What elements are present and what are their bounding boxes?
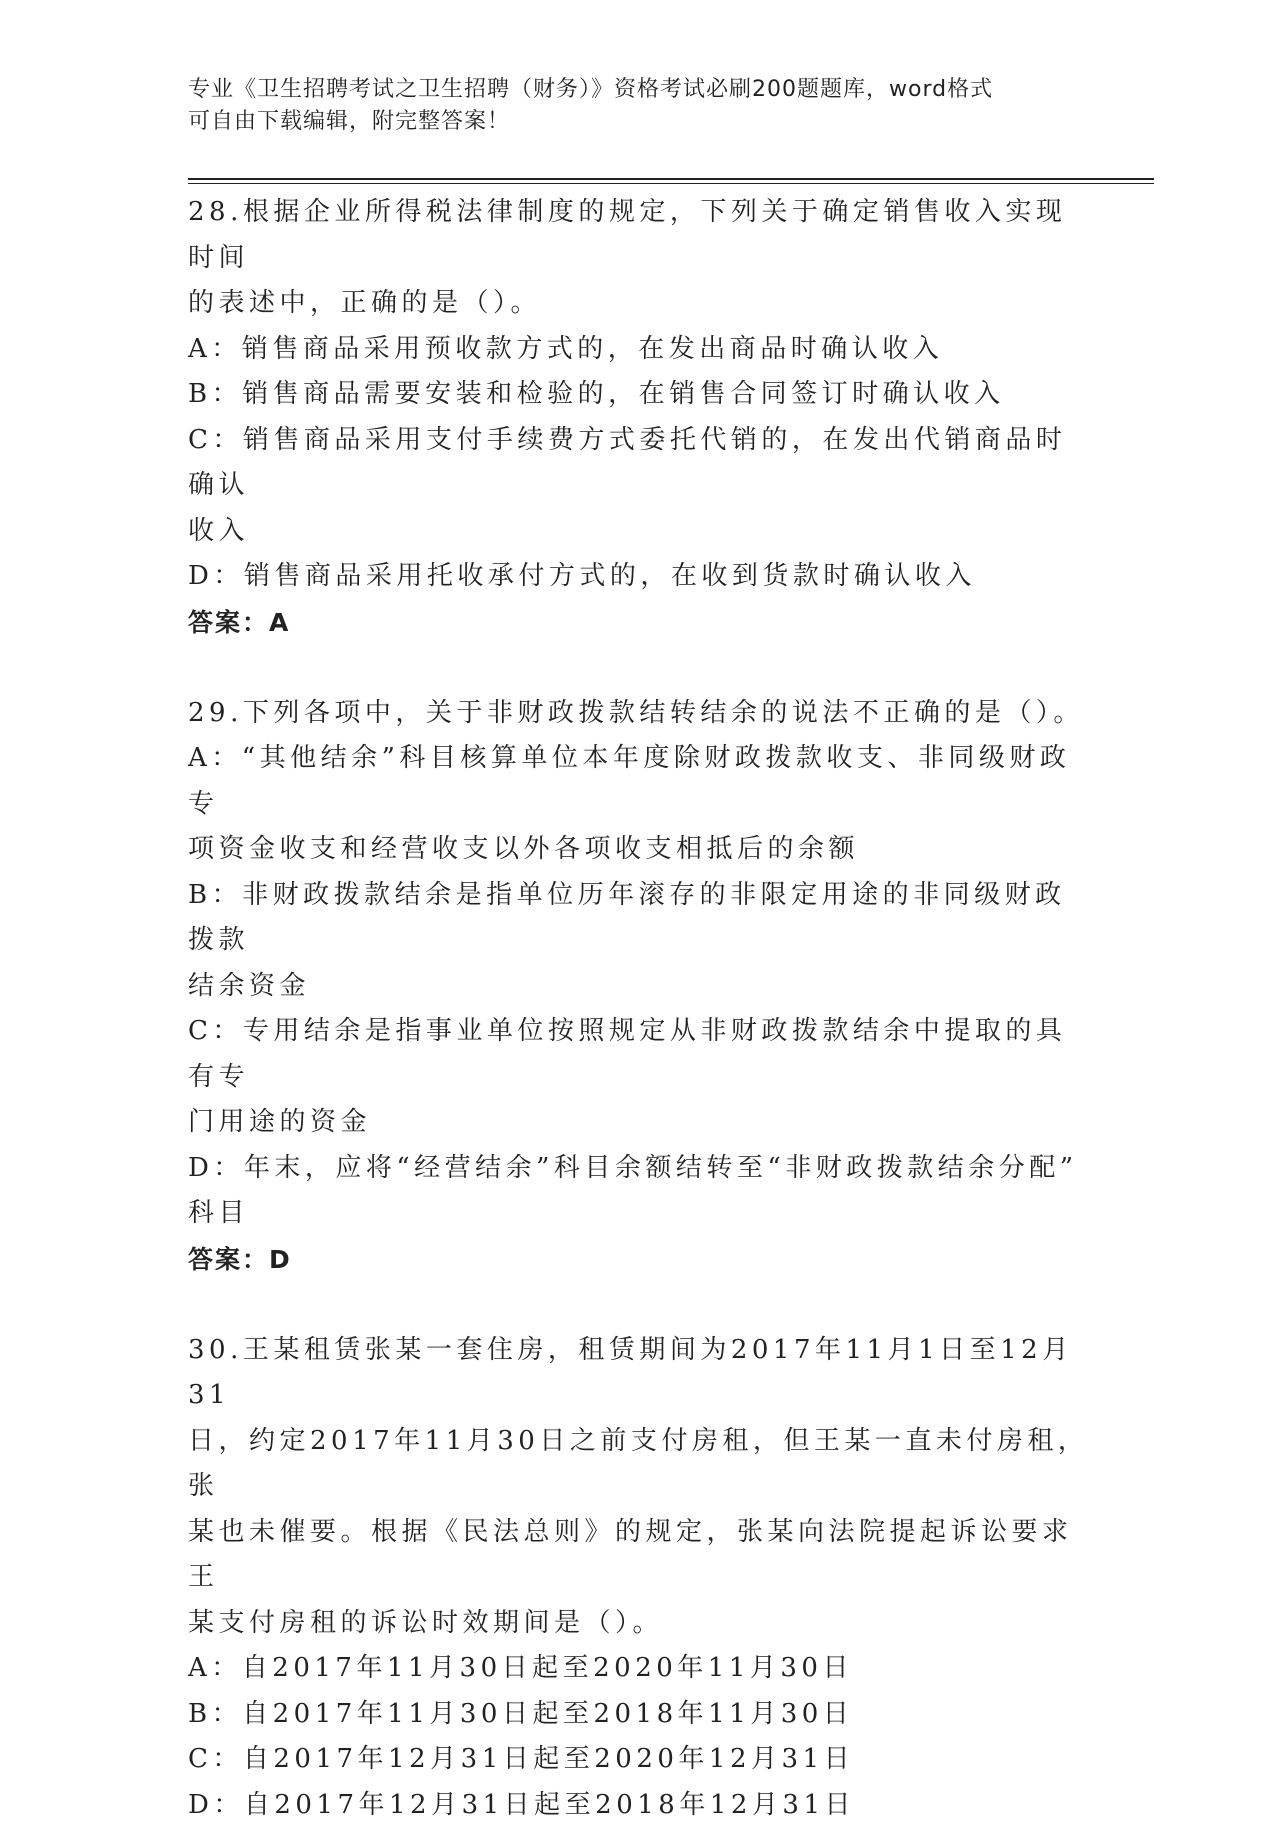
answer-label: 答案：D xyxy=(188,1237,1093,1283)
option-b-continued: 结余资金 xyxy=(188,964,1093,1010)
option-d: D：自2017年12月31日起至2018年12月31日 xyxy=(188,1783,1093,1828)
answer-label: 答案：A xyxy=(188,600,1093,646)
option-d-continued: 科目 xyxy=(188,1191,1093,1237)
option-a: A：销售商品采用预收款方式的，在发出商品时确认收入 xyxy=(188,327,1093,373)
header-line-1: 专业《卫生招聘考试之卫生招聘（财务）》资格考试必刷200题题库，word格式 xyxy=(188,74,1068,106)
option-d: D：年末，应将“经营结余”科目余额结转至“非财政拨款结余分配” xyxy=(188,1146,1093,1192)
option-b: B：自2017年11月30日起至2018年11月30日 xyxy=(188,1692,1093,1738)
question-spacer xyxy=(188,645,1093,691)
option-b: B：非财政拨款结余是指单位历年滚存的非限定用途的非同级财政拨款 xyxy=(188,873,1093,964)
option-c-continued: 门用途的资金 xyxy=(188,1100,1093,1146)
option-c: C：销售商品采用支付手续费方式委托代销的，在发出代销商品时确认 xyxy=(188,418,1093,509)
option-c: C：专用结余是指事业单位按照规定从非财政拨款结余中提取的具有专 xyxy=(188,1009,1093,1100)
option-c: C：自2017年12月31日起至2020年12月31日 xyxy=(188,1737,1093,1783)
question-stem-line: 30.王某租赁张某一套住房，租赁期间为2017年11月1日至12月31 xyxy=(188,1328,1093,1419)
question-stem-line: 的表述中，正确的是（）。 xyxy=(188,281,1093,327)
header-line-2: 可自由下载编辑，附完整答案！ xyxy=(188,106,1068,138)
header-rule-thick xyxy=(188,178,1154,180)
question-30 xyxy=(188,1328,1093,1828)
option-c-continued: 收入 xyxy=(188,509,1093,555)
question-spacer xyxy=(188,1282,1093,1328)
option-a: A：自2017年11月30日起至2020年11月30日 xyxy=(188,1646,1093,1692)
question-stem-line: 29.下列各项中，关于非财政拨款结转结余的说法不正确的是（）。 xyxy=(188,691,1093,737)
option-b: B：销售商品需要安装和检验的，在销售合同签订时确认收入 xyxy=(188,372,1093,418)
question-stem-line: 某也未催要。根据《民法总则》的规定，张某向法院提起诉讼要求王 xyxy=(188,1510,1093,1601)
option-a-continued: 项资金收支和经营收支以外各项收支相抵后的余额 xyxy=(188,827,1093,873)
question-28 xyxy=(188,190,1093,645)
question-29 xyxy=(188,691,1093,1283)
header-rule-thin xyxy=(188,183,1154,184)
question-stem-line: 28.根据企业所得税法律制度的规定，下列关于确定销售收入实现时间 xyxy=(188,190,1093,281)
page-header xyxy=(188,74,1068,138)
question-list xyxy=(188,190,1093,1828)
option-d: D：销售商品采用托收承付方式的，在收到货款时确认收入 xyxy=(188,554,1093,600)
question-stem-line: 日，约定2017年11月30日之前支付房租，但王某一直未付房租，张 xyxy=(188,1419,1093,1510)
option-a: A：“其他结余”科目核算单位本年度除财政拨款收支、非同级财政专 xyxy=(188,736,1093,827)
question-stem-line: 某支付房租的诉讼时效期间是（）。 xyxy=(188,1601,1093,1647)
